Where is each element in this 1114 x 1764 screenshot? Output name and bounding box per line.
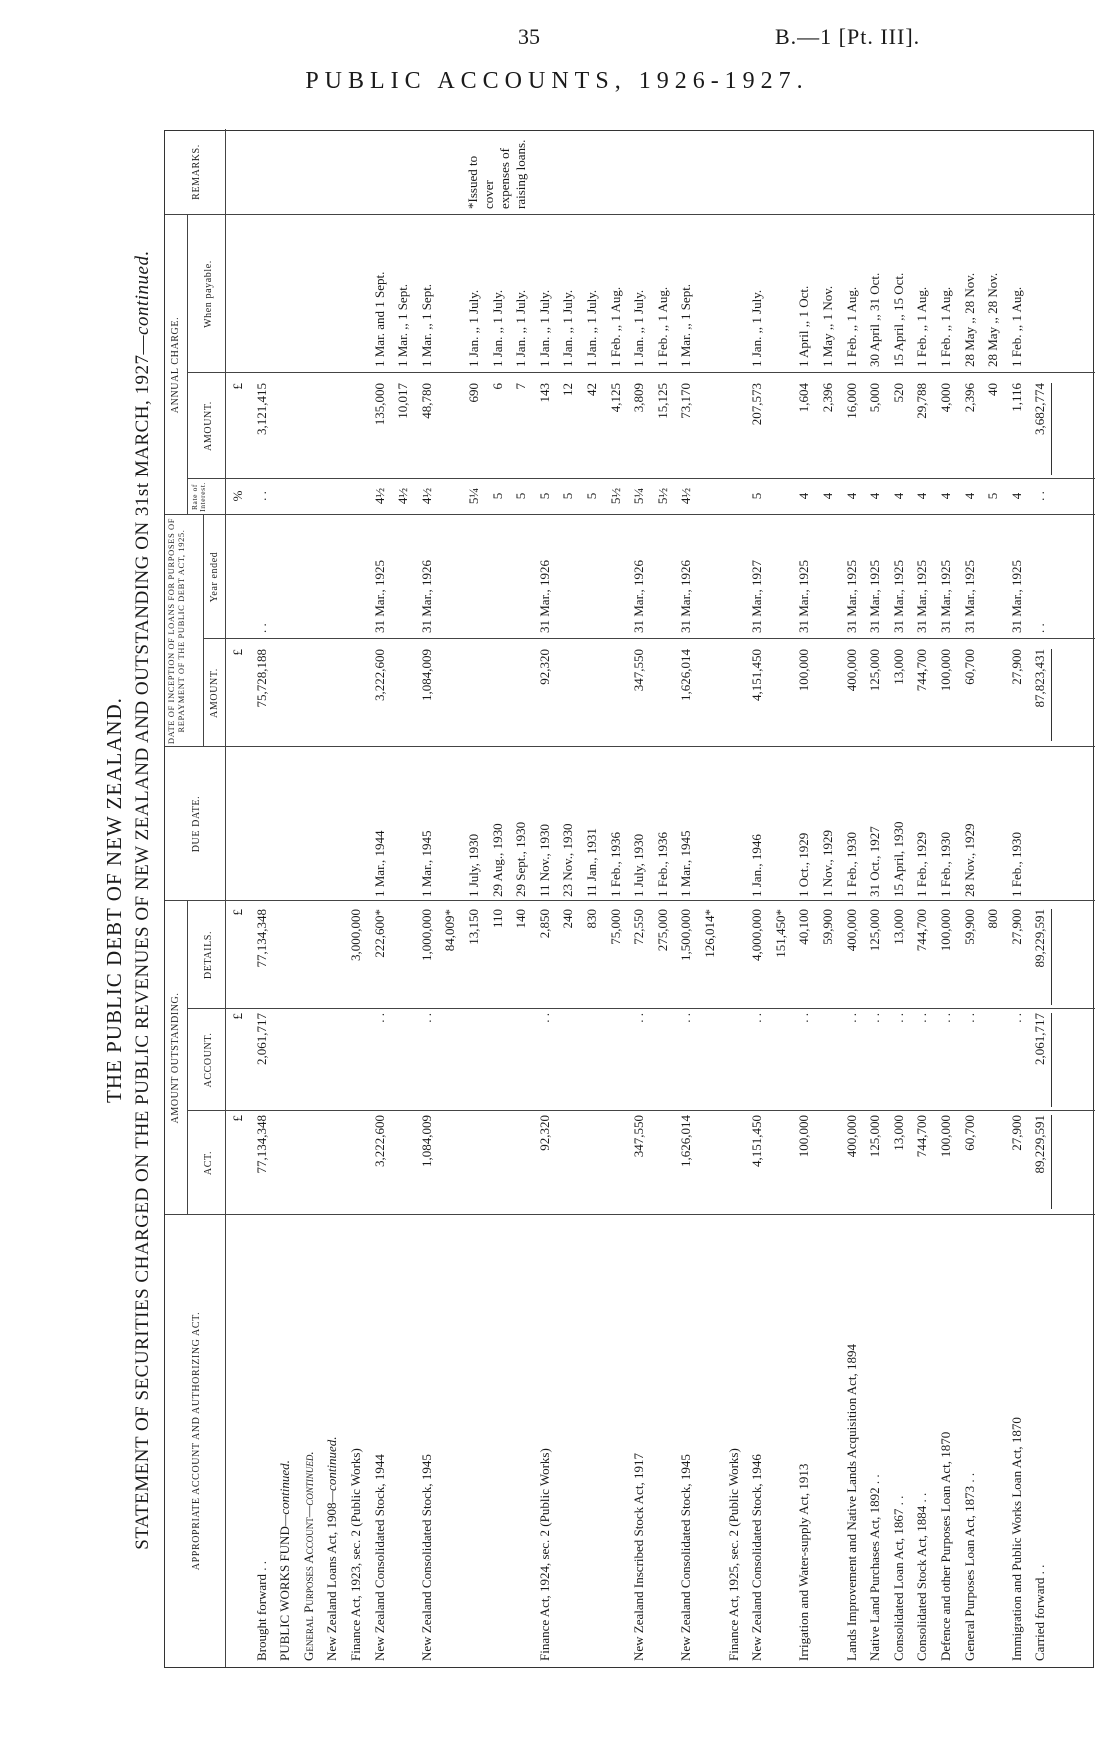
- inception-rule: [203, 515, 204, 747]
- cell-rate: 4: [867, 492, 883, 500]
- table-row: [748, 129, 772, 1667]
- cell-rate: 5¼: [631, 487, 647, 505]
- header-inception: DATE OF INCEPTION OF LOANS FOR PURPOSES OF REPAYMENT OF THE PUBLIC DEBT ACT, 1925.: [166, 517, 186, 745]
- cell-when: 1 Jan. ,, 1 July.: [631, 289, 647, 367]
- header-amount-outstanding: AMOUNT OUTSTANDING.: [170, 992, 181, 1124]
- cell-act: New Zealand Loans Act, 1908—continued.: [324, 1436, 340, 1661]
- cell-due: 29 Aug., 1930: [489, 823, 505, 897]
- cell-a4: 3,222,600: [371, 649, 387, 701]
- cell-a1: 1,626,014: [678, 1115, 694, 1167]
- table-row: [489, 129, 513, 1667]
- header-when-payable: When payable.: [203, 260, 214, 328]
- table-row: [677, 129, 701, 1667]
- table-row: [725, 129, 749, 1667]
- cell-due: 1 Oct., 1929: [796, 832, 812, 897]
- table-row: [819, 129, 843, 1667]
- cell-a3: 89,229,591: [1032, 909, 1048, 968]
- page-number: 35: [518, 24, 540, 49]
- page-header: [0, 0, 1114, 100]
- table-row: [276, 129, 300, 1667]
- header-year-ended: Year ended: [209, 551, 220, 603]
- cell-rate: 4: [914, 492, 930, 500]
- cell-rate: 5½: [607, 487, 623, 505]
- cell-rate: 5: [489, 492, 505, 500]
- header-bottom-rule: [225, 129, 226, 1667]
- cell-act: Immigration and Public Works Loan Act, 1870: [1008, 1417, 1024, 1661]
- cell-a5: 5,000: [867, 383, 883, 413]
- cell-a5: 1,116: [1008, 383, 1024, 412]
- cell-a1: £: [230, 1115, 245, 1122]
- table-row: [984, 129, 1008, 1667]
- cell-when: 1 Jan. ,, 1 July.: [749, 289, 765, 367]
- debt-statement-sheet: [90, 120, 1100, 1680]
- header-remarks: REMARKS.: [191, 144, 202, 200]
- cell-year: 31 Mar., 1925: [1008, 560, 1024, 633]
- statement-subtitle-suffix: continued.: [132, 250, 153, 335]
- cell-due: 15 April, 1930: [890, 821, 906, 897]
- table-row: [441, 129, 465, 1667]
- cell-due: 31 Oct., 1927: [867, 826, 883, 897]
- cell-a4: 125,000: [867, 649, 883, 692]
- cell-due: 1 Feb., 1930: [1008, 832, 1024, 897]
- cell-due: 1 Feb., 1936: [607, 832, 623, 897]
- cell-a5: 73,170: [678, 383, 694, 419]
- cell-a2: . .: [371, 1013, 387, 1023]
- cell-a1: 13,000: [890, 1115, 906, 1151]
- cell-when: 1 Mar. ,, 1 Sept.: [678, 283, 694, 367]
- cell-a5: 48,780: [418, 383, 434, 419]
- cell-a3: 240: [560, 909, 576, 929]
- cell-a3: 744,700: [914, 909, 930, 952]
- cell-act: New Zealand Consolidated Stock, 1945: [418, 1454, 434, 1661]
- cell-a5: 690: [466, 383, 481, 403]
- cell-rate: 5¼: [466, 487, 481, 505]
- cell-a4: 75,728,188: [253, 649, 269, 708]
- cell-a3: 13,150: [466, 909, 481, 945]
- cell-year: 31 Mar., 1925: [890, 560, 906, 633]
- cell-rate: 5: [584, 492, 599, 500]
- cell-when: 28 May ,, 28 Nov.: [985, 272, 1001, 367]
- cell-due: 1 July, 1930: [466, 833, 481, 897]
- table-row: [347, 129, 371, 1667]
- table-row: [1008, 129, 1032, 1667]
- cell-rate: 4: [796, 492, 812, 500]
- cell-a3: 400,000: [843, 909, 859, 952]
- cell-rate: 4: [961, 492, 977, 500]
- cell-a3: 125,000: [867, 909, 883, 952]
- cell-rate: 5: [536, 492, 552, 500]
- header-annual-amount: AMOUNT.: [203, 401, 214, 451]
- cell-a4: 347,550: [631, 649, 647, 692]
- cell-a1: 4,151,450: [749, 1115, 765, 1167]
- cell-act: Native Land Purchases Act, 1892 . .: [867, 1474, 883, 1661]
- cell-due: 1 Feb., 1930: [843, 832, 859, 897]
- cell-a4: 13,000: [890, 649, 906, 685]
- cell-a5: £: [230, 383, 245, 390]
- cell-a5: 520: [890, 383, 906, 403]
- cell-year: 31 Mar., 1925: [371, 560, 387, 633]
- cell-a4: 4,151,450: [749, 649, 765, 701]
- table-row: [913, 129, 937, 1667]
- cell-year: 31 Mar., 1925: [843, 560, 859, 633]
- cell-rate: 4½: [678, 487, 694, 505]
- cell-due: 1 Jan., 1946: [749, 834, 765, 897]
- header-annual-charge: ANNUAL CHARGE.: [170, 316, 181, 414]
- cell-when: 1 Jan. ,, 1 July.: [536, 289, 552, 367]
- cell-a3: 800: [985, 909, 1001, 929]
- table-row: [323, 129, 347, 1667]
- cell-a3: 4,000,000: [749, 909, 765, 961]
- cell-a3: 75,000: [607, 909, 623, 945]
- cell-a3: 830: [584, 909, 599, 929]
- cell-a5: 2,396: [820, 383, 835, 413]
- table-row: [1031, 129, 1055, 1667]
- cell-a5: 2,396: [961, 383, 977, 413]
- header-act-col: ACT.: [203, 1150, 214, 1176]
- cell-due: 1 Feb., 1936: [654, 832, 670, 897]
- cell-a5: 4,000: [938, 383, 953, 413]
- cell-act: Carried forward . .: [1032, 1564, 1048, 1661]
- cell-act: Consolidated Stock Act, 1884 . .: [914, 1492, 930, 1661]
- cell-a2: . .: [914, 1013, 930, 1023]
- cell-when: 1 Jan. ,, 1 July.: [560, 289, 576, 367]
- cell-a1: 100,000: [796, 1115, 812, 1158]
- statement-title: THE PUBLIC DEBT OF NEW ZEALAND.: [102, 697, 126, 1103]
- cell-a2: . .: [631, 1013, 647, 1023]
- cell-act: New Zealand Consolidated Stock, 1946: [749, 1454, 765, 1661]
- remarks-note: *Issued to cover expenses of raising loans.: [465, 139, 528, 209]
- cell-when: 1 Feb. ,, 1 Aug.: [1008, 286, 1024, 367]
- cell-when: 1 Jan. ,, 1 July.: [489, 289, 505, 367]
- table-row: [253, 129, 277, 1667]
- table-row: [961, 129, 985, 1667]
- cell-a3: 1,500,000: [678, 909, 694, 961]
- cell-year: 31 Mar., 1925: [961, 560, 977, 633]
- cell-a5: 4,125: [607, 383, 623, 413]
- cell-act: Irrigation and Water-supply Act, 1913: [796, 1463, 812, 1661]
- cell-a2: . .: [961, 1013, 977, 1023]
- debt-table: [164, 130, 1094, 1668]
- table-row: [607, 129, 631, 1667]
- cell-a5: 40: [985, 383, 1001, 396]
- cell-year: 31 Mar., 1925: [867, 560, 883, 633]
- cell-a2: £: [230, 1013, 245, 1020]
- cell-a5: 10,017: [395, 383, 411, 419]
- table-row: [795, 129, 819, 1667]
- cell-act: General Purposes Account—continued.: [300, 1451, 316, 1661]
- table-row: [512, 129, 536, 1667]
- cell-a4: 744,700: [914, 649, 930, 692]
- table-row: [559, 129, 583, 1667]
- cell-rate: 4: [843, 492, 859, 500]
- table-row: [394, 129, 418, 1667]
- cell-year: . .: [253, 623, 269, 633]
- cell-rate: 5½: [654, 487, 670, 505]
- table-row: [843, 129, 867, 1667]
- cell-a5: 15,125: [654, 383, 670, 419]
- cell-act: New Zealand Consolidated Stock, 1945: [678, 1454, 694, 1661]
- cell-act: Lands Improvement and Native Lands Acquisition Act, 1894: [843, 1344, 859, 1661]
- cell-a5: 1,604: [796, 383, 812, 413]
- cell-a1: 100,000: [938, 1115, 953, 1158]
- cell-when: 1 Feb. ,, 1 Aug.: [914, 286, 930, 367]
- cell-when: 1 Mar. ,, 1 Sept.: [418, 283, 434, 367]
- table-row: [654, 129, 678, 1667]
- cell-when: 1 May ,, 1 Nov.: [820, 285, 835, 367]
- table-row: [890, 129, 914, 1667]
- cell-due: 1 Feb., 1930: [938, 832, 953, 897]
- cell-a3: 275,000: [654, 909, 670, 952]
- cell-act: Brought forward . .: [253, 1560, 269, 1661]
- cell-act: New Zealand Inscribed Stock Act, 1917: [631, 1453, 647, 1661]
- cell-a3: 1,000,000: [418, 909, 434, 961]
- cell-a4: 92,320: [536, 649, 552, 685]
- cell-a2: . .: [536, 1013, 552, 1023]
- cell-a5: 135,000: [371, 383, 387, 426]
- cell-a4: £: [230, 649, 245, 656]
- cell-act: Finance Act, 1925, sec. 2 (Public Works): [725, 1448, 741, 1661]
- cell-a5: 3,682,774: [1032, 383, 1048, 435]
- parliamentary-paper-code: B.—1 [Pt. III].: [775, 24, 921, 49]
- cell-when: 1 Feb. ,, 1 Aug.: [938, 286, 953, 367]
- cell-rate: 5: [749, 492, 765, 500]
- cell-rate: 4½: [418, 487, 434, 505]
- cell-when: 1 Feb. ,, 1 Aug.: [607, 286, 623, 367]
- cell-rate: 5: [513, 492, 529, 500]
- cell-a4: 87,823,431: [1032, 649, 1048, 708]
- cell-a2: . .: [678, 1013, 694, 1023]
- cell-a3: 126,014*: [702, 909, 717, 958]
- cell-when: 1 April ,, 1 Oct.: [796, 285, 812, 367]
- cell-rate: 4½: [371, 487, 387, 505]
- table-row: [300, 129, 324, 1667]
- cell-act: Consolidated Loan Act, 1867 . .: [890, 1495, 906, 1661]
- annual-charge-rule: [187, 215, 188, 515]
- cell-due: 29 Sept., 1930: [513, 821, 529, 897]
- cell-a2: 2,061,717: [1032, 1013, 1048, 1065]
- cell-act: General Purposes Loan Act, 1873 . .: [961, 1472, 977, 1661]
- header-rate: Rate of Interest.: [190, 482, 208, 512]
- cell-act: Defence and other Purposes Loan Act, 1870: [938, 1431, 953, 1661]
- cell-a2: . .: [867, 1013, 883, 1023]
- cell-a1: 89,229,591: [1032, 1115, 1048, 1174]
- cell-a3: 222,600*: [371, 909, 387, 958]
- cell-due: 1 Nov., 1929: [820, 829, 835, 897]
- cell-a5: 207,573: [749, 383, 765, 426]
- cell-a5: 12: [560, 383, 576, 396]
- header-due-date: DUE DATE.: [191, 795, 202, 853]
- header-act: APPROPRIATE ACCOUNT AND AUTHORIZING ACT.: [191, 1311, 202, 1571]
- cell-a3: 110: [489, 909, 505, 929]
- cell-a3: 3,000,000: [348, 909, 363, 961]
- cell-year: 31 Mar., 1926: [418, 560, 434, 633]
- continued-marker: —continued.: [277, 1460, 293, 1527]
- table-row: [583, 129, 607, 1667]
- cell-year: 31 Mar., 1925: [914, 560, 930, 633]
- cell-a5: 42: [584, 383, 599, 396]
- cell-year: 31 Mar., 1927: [749, 560, 765, 633]
- cell-a5: 7: [513, 383, 529, 390]
- cell-a1: 347,550: [631, 1115, 647, 1158]
- cell-a4: 1,084,009: [418, 649, 434, 701]
- table-row: [630, 129, 654, 1667]
- cell-a3: 59,900: [820, 909, 835, 945]
- cell-a1: 27,900: [1008, 1115, 1024, 1151]
- cell-a3: 59,900: [961, 909, 977, 945]
- cell-a5: 29,788: [914, 383, 930, 419]
- cell-a2: . .: [890, 1013, 906, 1023]
- table-row: [937, 129, 961, 1667]
- cell-act: Finance Act, 1924, sec. 2 (Public Works): [536, 1448, 552, 1661]
- cell-when: 1 Feb. ,, 1 Aug.: [843, 286, 859, 367]
- cell-due: 1 Mar., 1945: [678, 830, 694, 897]
- cell-a1: 92,320: [536, 1115, 552, 1151]
- cell-a4: 1,626,014: [678, 649, 694, 701]
- cell-a4: 27,900: [1008, 649, 1024, 685]
- cell-a3: 72,550: [631, 909, 647, 945]
- cell-due: 1 Mar., 1944: [371, 830, 387, 897]
- table-row: [465, 129, 489, 1667]
- amount-outstanding-rule: [187, 901, 188, 1215]
- cell-when: 1 Mar. and 1 Sept.: [371, 271, 387, 367]
- table-row: [701, 129, 725, 1667]
- cell-a1: 1,084,009: [418, 1115, 434, 1167]
- table-row: [229, 129, 253, 1667]
- cell-a2: . .: [938, 1013, 953, 1023]
- cell-year: 31 Mar., 1925: [796, 560, 812, 633]
- cell-a2: . .: [749, 1013, 765, 1023]
- cell-a5: 3,809: [631, 383, 647, 413]
- header-account-col: ACCOUNT.: [203, 1032, 214, 1088]
- cell-when: 1 Jan. ,, 1 July.: [466, 289, 481, 367]
- cell-year: 31 Mar., 1926: [536, 560, 552, 633]
- cell-a1: 125,000: [867, 1115, 883, 1158]
- cell-rate: . .: [1032, 491, 1048, 501]
- cell-rate: 5: [985, 492, 1001, 500]
- cell-when: 1 Jan. ,, 1 July.: [513, 289, 529, 367]
- cell-a5: 143: [536, 383, 552, 403]
- table-row: [772, 129, 796, 1667]
- table-row: [418, 129, 442, 1667]
- cell-a2: . .: [1008, 1013, 1024, 1023]
- cell-a3: 13,000: [890, 909, 906, 945]
- continued-marker: —continued.: [324, 1436, 340, 1503]
- cell-rate: . .: [253, 491, 269, 501]
- cell-due: 1 July, 1930: [631, 833, 647, 897]
- cell-a1: 400,000: [843, 1115, 859, 1158]
- cell-rate: 4: [1008, 492, 1024, 500]
- cell-a3: 151,450*: [772, 909, 788, 958]
- cell-year: . .: [1032, 623, 1048, 633]
- table-row: [866, 129, 890, 1667]
- cell-year: 31 Mar., 1926: [678, 560, 694, 633]
- cell-a5: 3,121,415: [253, 383, 269, 435]
- cell-a3: 77,134,348: [253, 909, 269, 968]
- cell-a4: 60,700: [961, 649, 977, 685]
- cell-a3: £: [230, 909, 245, 916]
- cell-year: 31 Mar., 1925: [938, 560, 953, 633]
- cell-a4: 400,000: [843, 649, 859, 692]
- cell-a3: 100,000: [938, 909, 953, 952]
- cell-a5: 16,000: [843, 383, 859, 419]
- continued-marker: —continued.: [300, 1451, 316, 1518]
- cell-a5: 6: [489, 383, 505, 390]
- header-inception-amount: AMOUNT.: [209, 668, 220, 718]
- cell-act: Finance Act, 1923, sec. 2 (Public Works): [348, 1448, 363, 1661]
- cell-a1: 60,700: [961, 1115, 977, 1151]
- cell-a2: . .: [796, 1013, 812, 1023]
- cell-rate: 4½: [395, 487, 411, 505]
- cell-rate: 4: [820, 492, 835, 500]
- cell-a3: 40,100: [796, 909, 812, 945]
- cell-due: 11 Jan., 1931: [584, 828, 599, 897]
- cell-year: 31 Mar., 1926: [631, 560, 647, 633]
- cell-act: New Zealand Consolidated Stock, 1944: [371, 1454, 387, 1661]
- cell-a3: 27,900: [1008, 909, 1024, 945]
- cell-a1: 744,700: [914, 1115, 930, 1158]
- statement-subtitle-text: STATEMENT OF SECURITIES CHARGED ON THE PUBLIC REVENUES OF NEW ZEALAND AND OUTSTANDING ON 31st MARCH, 1927—: [132, 334, 153, 1550]
- cell-when: 15 April ,, 15 Oct.: [890, 272, 906, 367]
- cell-a2: . .: [843, 1013, 859, 1023]
- cell-due: 23 Nov., 1930: [560, 823, 576, 897]
- cell-a1: 77,134,348: [253, 1115, 269, 1174]
- cell-a3: 2,850: [536, 909, 552, 939]
- cell-rate: 5: [560, 492, 576, 500]
- statement-subtitle: [132, 120, 154, 1680]
- cell-due: 1 Feb., 1929: [914, 832, 930, 897]
- cell-due: 28 Nov., 1929: [961, 823, 977, 897]
- cell-rate: 4: [890, 492, 906, 500]
- cell-act: PUBLIC WORKS FUND—continued.: [277, 1460, 293, 1661]
- cell-a2: 2,061,717: [253, 1013, 269, 1065]
- cell-when: 1 Mar. ,, 1 Sept.: [395, 283, 411, 367]
- header-details-col: DETAILS.: [203, 930, 214, 980]
- cell-due: 1 Mar., 1945: [418, 830, 434, 897]
- cell-when: 1 Feb. ,, 1 Aug.: [654, 286, 670, 367]
- cell-rate: %: [230, 490, 245, 502]
- cell-a3: 140: [513, 909, 529, 929]
- cell-a4: 100,000: [938, 649, 953, 692]
- cell-a2: . .: [418, 1013, 434, 1023]
- cell-a3: 84,009*: [442, 909, 458, 952]
- cell-rate: 4: [938, 492, 953, 500]
- table-row: [536, 129, 560, 1667]
- cell-due: 11 Nov., 1930: [536, 823, 552, 897]
- cell-a1: 3,222,600: [371, 1115, 387, 1167]
- page-title: PUBLIC ACCOUNTS, 1926-1927.: [305, 68, 809, 94]
- table-row: [371, 129, 395, 1667]
- cell-a4: 100,000: [796, 649, 812, 692]
- cell-when: 1 Jan. ,, 1 July.: [584, 289, 599, 367]
- cell-when: 30 April ,, 31 Oct.: [867, 272, 883, 367]
- cell-when: 28 May ,, 28 Nov.: [961, 272, 977, 367]
